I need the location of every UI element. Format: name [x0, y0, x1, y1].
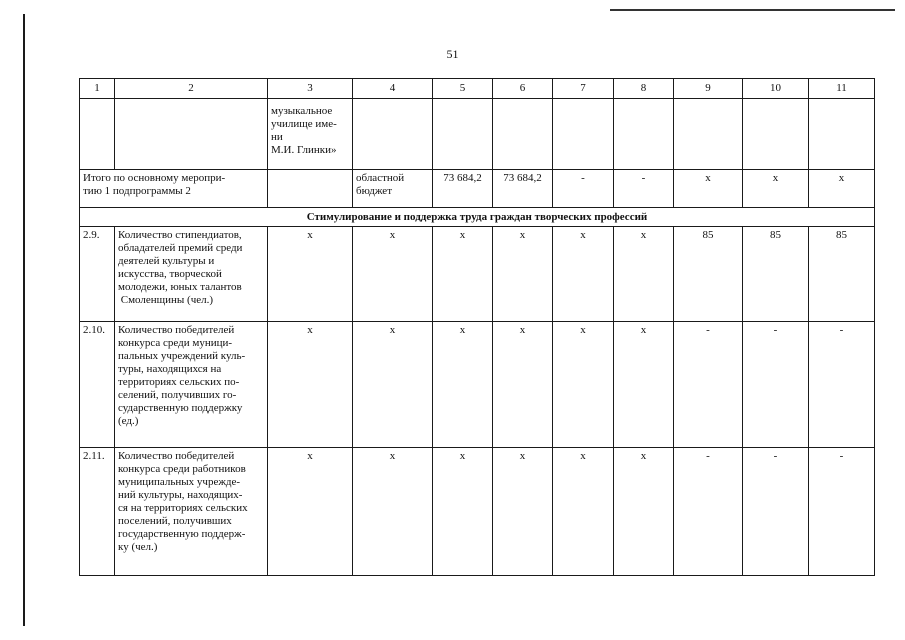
header-cell: 2 — [115, 79, 268, 99]
table-cell — [614, 99, 674, 170]
row-number: 2.10. — [80, 322, 115, 448]
table-row — [80, 322, 875, 448]
value-cell: 85 — [809, 227, 875, 322]
section-row — [80, 208, 875, 227]
value-cell: х — [809, 170, 875, 208]
header-cell: 10 — [743, 79, 809, 99]
value-cell: х — [268, 227, 353, 322]
value-cell: - — [743, 322, 809, 448]
indicator-description: Количество победителей конкурса среди работников муниципальных учрежде- ний культуры, находящих- ся на территориях сельских поселений, получивших государственную поддерж- ку (чел.) — [115, 448, 268, 576]
header-cell: 6 — [493, 79, 553, 99]
value-cell: - — [743, 448, 809, 576]
table-cell — [743, 99, 809, 170]
budget-source-cell: областной бюджет — [353, 170, 433, 208]
value-cell: - — [809, 322, 875, 448]
row-number: 2.11. — [80, 448, 115, 576]
header-cell: 11 — [809, 79, 875, 99]
value-cell: х — [433, 322, 493, 448]
value-cell: х — [353, 322, 433, 448]
value-cell: 73 684,2 — [493, 170, 553, 208]
left-margin-rule — [23, 14, 25, 626]
header-cell: 3 — [268, 79, 353, 99]
section-title: Стимулирование и поддержка труда граждан творческих профессий — [80, 208, 875, 227]
value-cell: х — [614, 322, 674, 448]
value-cell: - — [674, 322, 743, 448]
program-table — [79, 78, 875, 576]
header-cell: 8 — [614, 79, 674, 99]
value-cell: - — [553, 170, 614, 208]
value-cell: - — [809, 448, 875, 576]
page-number: 51 — [446, 47, 459, 61]
value-cell: х — [743, 170, 809, 208]
top-margin-rule — [610, 9, 895, 11]
header-cell: 9 — [674, 79, 743, 99]
total-label: Итого по основному меропри- тию 1 подпрограммы 2 — [80, 170, 268, 208]
value-cell: - — [614, 170, 674, 208]
row-number: 2.9. — [80, 227, 115, 322]
value-cell: х — [493, 448, 553, 576]
continued-row — [80, 99, 875, 170]
table-cell — [115, 99, 268, 170]
value-cell: х — [433, 448, 493, 576]
table-cell — [268, 170, 353, 208]
value-cell: х — [433, 227, 493, 322]
header-cell: 1 — [80, 79, 115, 99]
total-row — [80, 170, 875, 208]
table-row — [80, 448, 875, 576]
table-row — [80, 227, 875, 322]
header-row — [80, 79, 875, 99]
value-cell: х — [353, 227, 433, 322]
table-cell — [809, 99, 875, 170]
table-cell — [433, 99, 493, 170]
table-cell — [553, 99, 614, 170]
value-cell: 85 — [743, 227, 809, 322]
value-cell: х — [268, 448, 353, 576]
value-cell: х — [614, 448, 674, 576]
value-cell: х — [268, 322, 353, 448]
value-cell: х — [553, 322, 614, 448]
header-cell: 5 — [433, 79, 493, 99]
value-cell: - — [674, 448, 743, 576]
institution-name-cell: музыкальное училище име- ни М.И. Глинки» — [268, 99, 353, 170]
value-cell: х — [353, 448, 433, 576]
header-cell: 4 — [353, 79, 433, 99]
value-cell: 85 — [674, 227, 743, 322]
header-cell: 7 — [553, 79, 614, 99]
table-cell — [493, 99, 553, 170]
table-cell — [674, 99, 743, 170]
table-cell — [353, 99, 433, 170]
value-cell: х — [614, 227, 674, 322]
indicator-description: Количество стипендиатов, обладателей премий среди деятелей культуры и искусства, творческой молодежи, юных талантов Смоленщины (чел.) — [115, 227, 268, 322]
value-cell: х — [553, 448, 614, 576]
value-cell: х — [493, 322, 553, 448]
indicator-description: Количество победителей конкурса среди муници- пальных учреждений куль- туры, находящихся на территориях сельских по- селений, получивших го- сударственную поддержку (ед.) — [115, 322, 268, 448]
value-cell: 73 684,2 — [433, 170, 493, 208]
value-cell: х — [553, 227, 614, 322]
table-cell — [80, 99, 115, 170]
value-cell: х — [674, 170, 743, 208]
value-cell: х — [493, 227, 553, 322]
